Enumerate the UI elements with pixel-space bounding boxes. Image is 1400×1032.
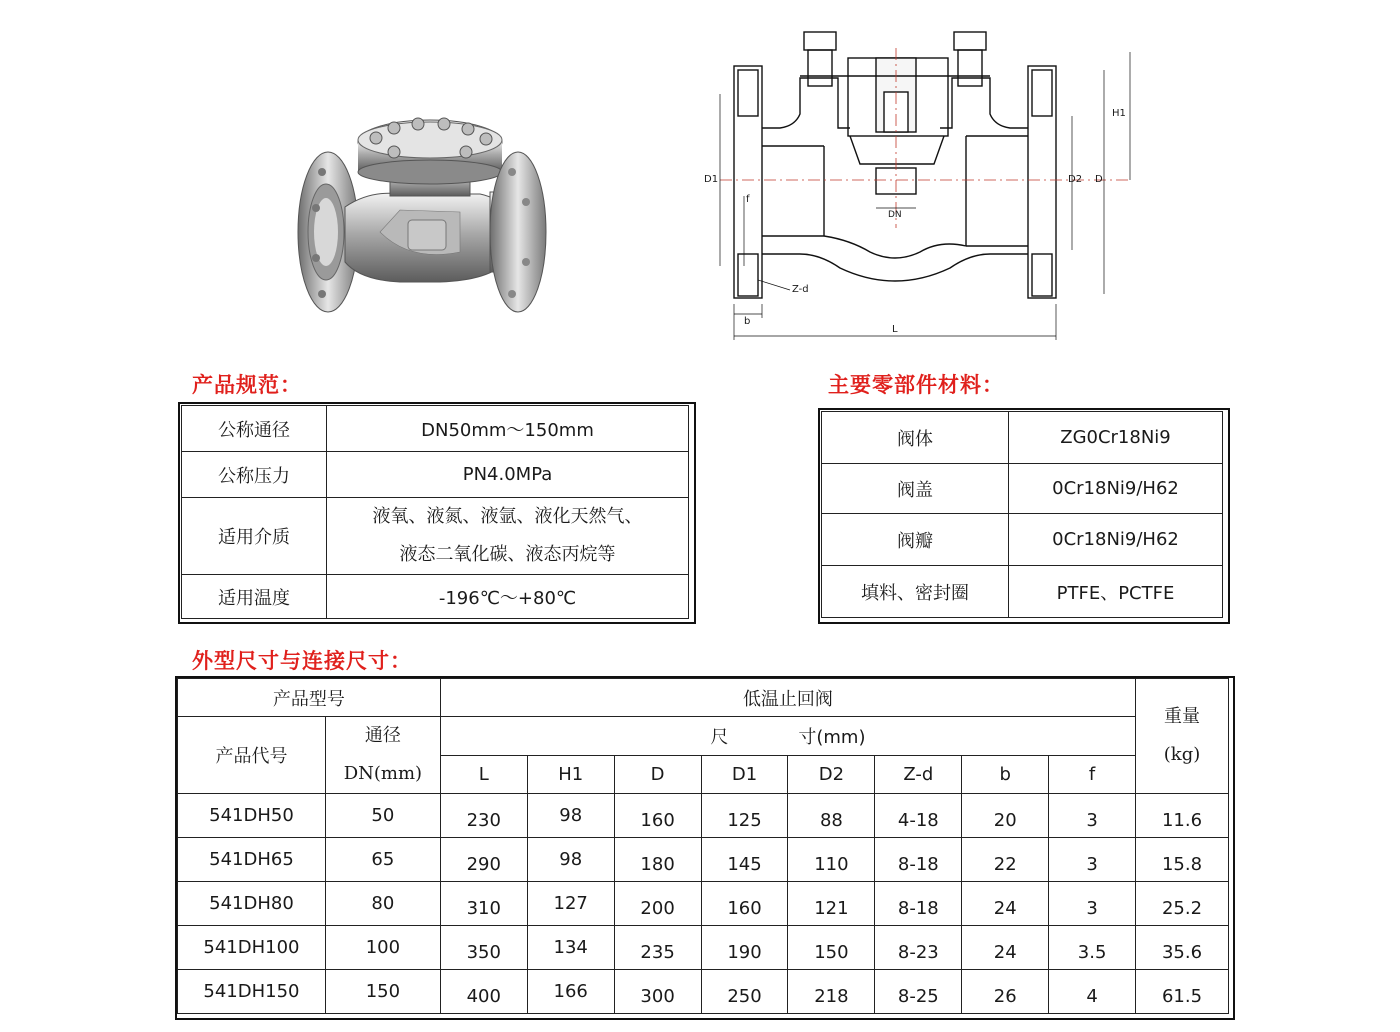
label-b: b <box>744 316 751 327</box>
size-label-2: 寸(mm) <box>798 726 866 748</box>
cell-D1: 125 <box>701 794 788 838</box>
label-dn: DN <box>888 210 902 220</box>
cell-dn: 150 <box>325 970 440 1014</box>
cell-D1: 250 <box>701 970 788 1014</box>
col-D: D <box>614 755 701 794</box>
table-row <box>178 838 1229 882</box>
cell-D: 300 <box>614 970 701 1014</box>
cell-dn: 80 <box>325 882 440 926</box>
label-d1: D1 <box>704 174 719 185</box>
cell-f: 3 <box>1049 882 1136 926</box>
part-name: 填料、密封圈 <box>822 566 1009 618</box>
spec-value: DN50mm～150mm <box>327 406 689 452</box>
table-row <box>182 575 689 619</box>
size-label-1: 尺 <box>710 726 729 748</box>
dn-unit: DN(mm) <box>343 763 423 784</box>
cell-weight: 35.6 <box>1136 926 1229 970</box>
dimensions-title: 外型尺寸与连接尺寸： <box>192 649 412 673</box>
cell-D1: 145 <box>701 838 788 882</box>
spec-value <box>327 498 689 575</box>
table-row <box>822 464 1223 514</box>
code-label: 产品代号 <box>178 717 326 794</box>
cell-H1: 98 <box>527 838 614 882</box>
cell-D1: 190 <box>701 926 788 970</box>
cell-b: 24 <box>962 926 1049 970</box>
cell-Zd: 8-18 <box>875 838 962 882</box>
cell-b: 26 <box>962 970 1049 1014</box>
cell-weight: 11.6 <box>1136 794 1229 838</box>
part-material: ZG0Cr18Ni9 <box>1009 412 1223 464</box>
col-D2: D2 <box>788 755 875 794</box>
table-row <box>822 566 1223 618</box>
spec-title: 产品规范： <box>192 373 302 397</box>
cell-D2: 110 <box>788 838 875 882</box>
cell-D2: 218 <box>788 970 875 1014</box>
cell-f: 3.5 <box>1049 926 1136 970</box>
materials-title: 主要零部件材料： <box>828 373 1004 397</box>
part-material: PTFE、PCTFE <box>1009 566 1223 618</box>
spec-table <box>181 405 689 619</box>
medium-line-2: 液态二氧化碳、液态丙烷等 <box>399 544 616 565</box>
valve-section-drawing <box>700 18 1150 348</box>
label-l: L <box>892 324 898 335</box>
label-d: D <box>1095 174 1103 185</box>
medium-line-1: 液氧、液氮、液氩、液化天然气、 <box>372 506 643 527</box>
spec-value: -196℃～+80℃ <box>327 575 689 619</box>
cell-L: 310 <box>440 882 527 926</box>
col-D1: D1 <box>701 755 788 794</box>
cell-b: 20 <box>962 794 1049 838</box>
label-h1: H1 <box>1112 108 1126 119</box>
part-name: 阀盖 <box>822 464 1009 514</box>
cell-f: 3 <box>1049 838 1136 882</box>
cell-H1: 127 <box>527 882 614 926</box>
dn-label: 通径 <box>364 725 401 746</box>
label-zd: Z-d <box>792 284 809 295</box>
table-row <box>182 406 689 452</box>
cell-dn: 65 <box>325 838 440 882</box>
cell-H1: 98 <box>527 794 614 838</box>
cell-weight: 61.5 <box>1136 970 1229 1014</box>
cell-H1: 134 <box>527 926 614 970</box>
label-d2: D2 <box>1068 174 1083 185</box>
product-name: 低温止回阀 <box>440 679 1135 717</box>
spec-label: 公称通径 <box>182 406 327 452</box>
table-row <box>178 794 1229 838</box>
spec-label: 适用介质 <box>182 498 327 575</box>
label-f: f <box>746 194 750 205</box>
cell-b: 22 <box>962 838 1049 882</box>
dimensions-table <box>177 678 1229 1014</box>
dn-header <box>325 717 440 794</box>
cell-D: 180 <box>614 838 701 882</box>
size-header <box>440 717 1135 756</box>
cell-D2: 88 <box>788 794 875 838</box>
cell-f: 4 <box>1049 970 1136 1014</box>
cell-D: 235 <box>614 926 701 970</box>
cell-L: 350 <box>440 926 527 970</box>
cell-code: 541DH150 <box>178 970 326 1014</box>
cell-D1: 160 <box>701 882 788 926</box>
table-row <box>822 514 1223 566</box>
col-Zd: Z-d <box>875 755 962 794</box>
cell-H1: 166 <box>527 970 614 1014</box>
table-row <box>178 717 1229 756</box>
table-row <box>178 882 1229 926</box>
spec-label: 适用温度 <box>182 575 327 619</box>
weight-header <box>1136 679 1229 794</box>
cell-Zd: 4-18 <box>875 794 962 838</box>
cell-D: 160 <box>614 794 701 838</box>
table-row <box>822 412 1223 464</box>
cell-D2: 150 <box>788 926 875 970</box>
spec-label: 公称压力 <box>182 452 327 498</box>
cell-L: 400 <box>440 970 527 1014</box>
part-name: 阀瓣 <box>822 514 1009 566</box>
cell-code: 541DH80 <box>178 882 326 926</box>
col-f: f <box>1049 755 1136 794</box>
cell-weight: 25.2 <box>1136 882 1229 926</box>
cell-b: 24 <box>962 882 1049 926</box>
cell-D: 200 <box>614 882 701 926</box>
table-row <box>178 970 1229 1014</box>
cell-f: 3 <box>1049 794 1136 838</box>
table-row <box>178 679 1229 717</box>
cell-Zd: 8-18 <box>875 882 962 926</box>
cell-weight: 15.8 <box>1136 838 1229 882</box>
cell-L: 230 <box>440 794 527 838</box>
cell-dn: 100 <box>325 926 440 970</box>
col-b: b <box>962 755 1049 794</box>
materials-table <box>821 411 1223 618</box>
part-name: 阀体 <box>822 412 1009 464</box>
table-row <box>182 452 689 498</box>
cell-Zd: 8-25 <box>875 970 962 1014</box>
col-H1: H1 <box>527 755 614 794</box>
table-row <box>182 498 689 575</box>
valve-photo <box>290 112 550 322</box>
cell-code: 541DH50 <box>178 794 326 838</box>
table-row <box>178 926 1229 970</box>
cell-L: 290 <box>440 838 527 882</box>
col-L: L <box>440 755 527 794</box>
weight-label: 重量 <box>1164 706 1201 727</box>
spec-value: PN4.0MPa <box>327 452 689 498</box>
cell-dn: 50 <box>325 794 440 838</box>
part-material: 0Cr18Ni9/H62 <box>1009 464 1223 514</box>
model-label: 产品型号 <box>178 679 441 717</box>
cell-code: 541DH100 <box>178 926 326 970</box>
cell-code: 541DH65 <box>178 838 326 882</box>
cell-Zd: 8-23 <box>875 926 962 970</box>
part-material: 0Cr18Ni9/H62 <box>1009 514 1223 566</box>
weight-unit: (kg) <box>1163 744 1201 765</box>
cell-D2: 121 <box>788 882 875 926</box>
